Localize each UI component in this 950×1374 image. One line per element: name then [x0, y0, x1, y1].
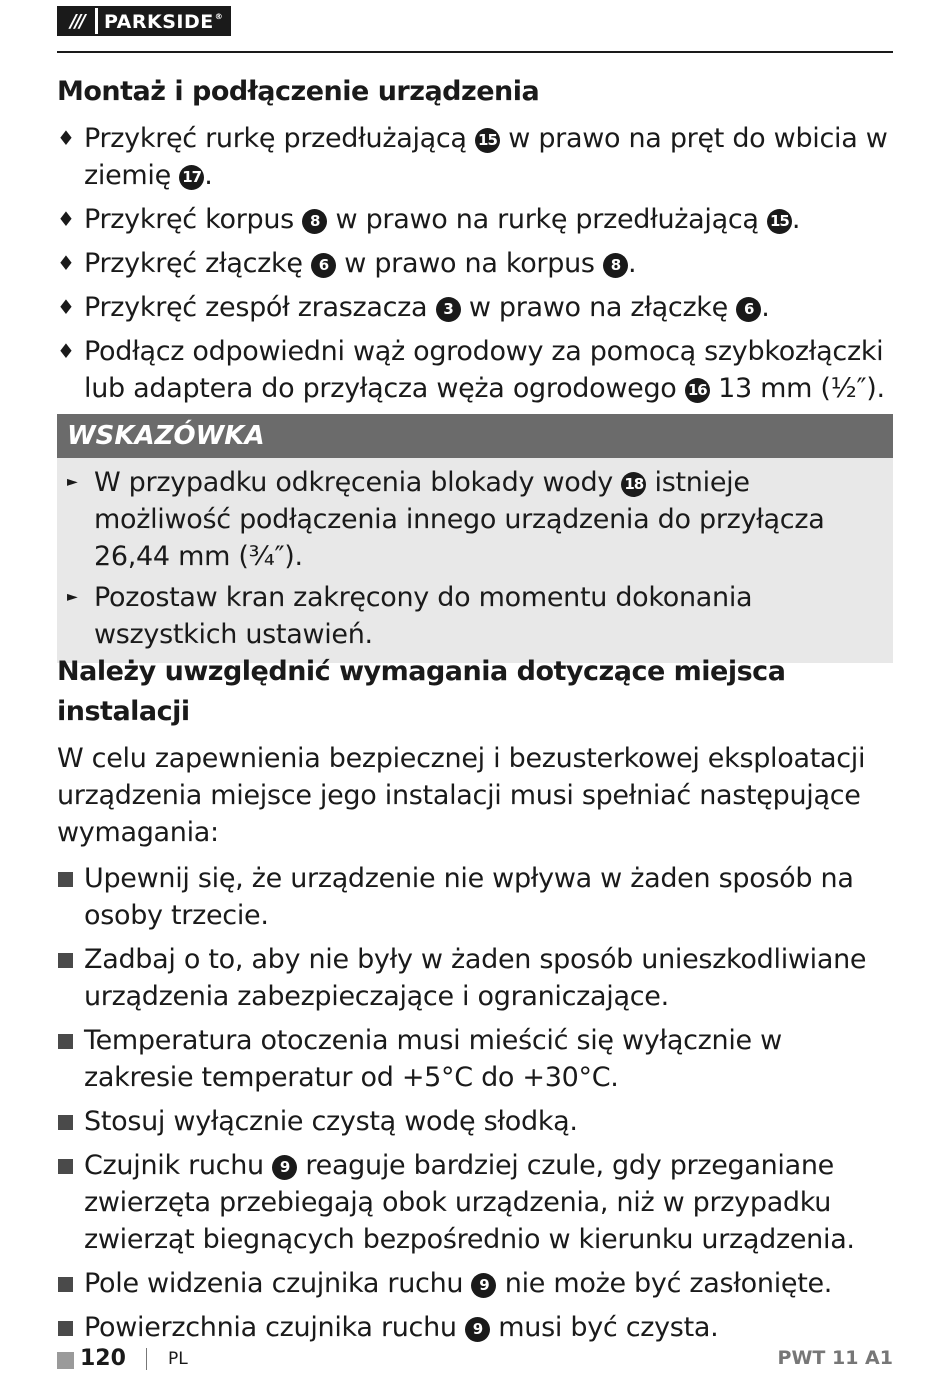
- page-square-icon: [57, 1352, 74, 1369]
- logo-stripes-icon: ///: [70, 10, 84, 32]
- list-item: [67, 464, 893, 575]
- list-item: [57, 201, 893, 238]
- part-number-badge: 9: [272, 1155, 297, 1180]
- arrow-bullet-icon: ►: [67, 474, 78, 490]
- square-bullet-icon: [58, 1277, 73, 1292]
- square-bullet-icon: [58, 953, 73, 968]
- requirements-list: [57, 860, 893, 1346]
- list-item: [57, 1147, 893, 1258]
- part-number-badge: 3: [436, 297, 461, 322]
- item-text: Stosuj wyłącznie czystą wodę słodką.: [84, 1106, 578, 1137]
- section-intro: W celu zapewnienia bezpiecznej i bezusterkowej eksploatacji urządzenia miejsce jego instalacji musi spełniać następujące wymagania:: [57, 743, 866, 848]
- list-item: [57, 1103, 893, 1140]
- item-text: w prawo na złączkę: [460, 292, 737, 323]
- list-item: [67, 579, 893, 653]
- section-heading: Montaż i podłączenie urządzenia: [57, 76, 540, 107]
- list-item: [57, 289, 893, 326]
- square-bullet-icon: [58, 1321, 73, 1336]
- item-text: .: [791, 204, 801, 235]
- part-number-badge: 9: [471, 1273, 496, 1298]
- item-text: .: [761, 292, 770, 323]
- item-text: .: [627, 248, 637, 279]
- item-text: Przykręć rurkę przedłużającą: [84, 123, 475, 154]
- diamond-bullet-icon: ♦: [57, 126, 75, 150]
- square-bullet-icon: [58, 1159, 73, 1174]
- header-rule: [57, 51, 893, 53]
- item-text: Przykręć zespół zraszacza: [84, 292, 436, 323]
- diamond-bullet-icon: ♦: [57, 251, 75, 275]
- model-number: PWT 11 A1: [777, 1347, 893, 1369]
- registered-mark: ®: [214, 12, 224, 21]
- item-text: Pole widzenia czujnika ruchu: [84, 1268, 472, 1299]
- part-number-badge: 8: [302, 209, 327, 234]
- parkside-logo: [57, 6, 231, 36]
- list-item: [57, 860, 893, 934]
- section-requirements: [57, 652, 893, 1353]
- item-text: 13 mm (½″).: [709, 373, 885, 404]
- part-number-badge: 8: [603, 253, 628, 278]
- diamond-bullet-icon: ♦: [57, 339, 75, 363]
- square-bullet-icon: [58, 1034, 73, 1049]
- logo-wordmark: [95, 8, 229, 34]
- arrow-bullet-icon: ►: [67, 589, 78, 605]
- item-text: musi być czysta.: [490, 1312, 719, 1343]
- note-title: WSKAZÓWKA: [57, 414, 893, 458]
- part-number-badge: 6: [736, 297, 761, 322]
- part-number-badge: 16: [685, 378, 710, 403]
- note-list: [57, 458, 893, 663]
- list-item: [57, 245, 893, 282]
- item-text: W przypadku odkręcenia blokady wody: [94, 467, 622, 498]
- assembly-steps-list: [57, 120, 893, 407]
- footer-divider: [146, 1348, 147, 1370]
- item-text: reaguje bardziej czule, gdy przeganiane zwierzęta przebiegają obok urządzenia, niż w przypadku zwierząt biegnących bezpośrednio w kierunku urządzenia.: [84, 1150, 855, 1255]
- item-text: Przykręć korpus: [84, 204, 303, 235]
- note-box: [57, 414, 893, 663]
- part-number-badge: 15: [767, 209, 792, 234]
- item-text: Przykręć złączkę: [84, 248, 311, 279]
- item-text: Upewnij się, że urządzenie nie wpływa w żaden sposób na osoby trzecie.: [84, 863, 854, 931]
- diamond-bullet-icon: ♦: [57, 207, 75, 231]
- item-text: w prawo na rurkę przedłużającą: [327, 204, 767, 235]
- item-text: w prawo na pręt do wbicia w ziemię: [84, 123, 888, 191]
- logo-text: PARKSIDE: [104, 11, 214, 33]
- part-number-badge: 18: [621, 472, 646, 497]
- list-item: [57, 1265, 893, 1302]
- part-number-badge: 6: [311, 253, 336, 278]
- part-number-badge: 17: [179, 165, 204, 190]
- part-number-badge: 15: [475, 128, 500, 153]
- item-text: istnieje możliwość podłączenia innego urządzenia do przyłącza 26,44 mm (¾″).: [94, 467, 825, 572]
- diamond-bullet-icon: ♦: [57, 295, 75, 319]
- section-heading: Należy uwzględnić wymagania dotyczące miejsca instalacji: [57, 656, 786, 727]
- item-text: Temperatura otoczenia musi mieścić się wyłącznie w zakresie temperatur od +5°C do +30°C.: [84, 1025, 782, 1093]
- item-text: nie może być zasłonięte.: [496, 1268, 833, 1299]
- item-text: Pozostaw kran zakręcony do momentu dokonania wszystkich ustawień.: [94, 582, 753, 650]
- section-assembly: [57, 72, 893, 663]
- square-bullet-icon: [58, 1115, 73, 1130]
- part-number-badge: 9: [465, 1317, 490, 1342]
- item-text: .: [204, 160, 213, 191]
- list-item: [57, 1022, 893, 1096]
- page-number: 120: [80, 1346, 126, 1371]
- item-text: Podłącz odpowiedni wąż ogrodowy za pomocą szybkozłączki lub adaptera do przyłącza węża ogrodowego: [84, 336, 884, 404]
- item-text: Powierzchnia czujnika ruchu: [84, 1312, 466, 1343]
- square-bullet-icon: [58, 872, 73, 887]
- list-item: [57, 120, 893, 194]
- language-code: PL: [168, 1349, 188, 1369]
- list-item: [57, 1309, 893, 1346]
- list-item: [57, 941, 893, 1015]
- page-footer: [57, 1346, 893, 1374]
- item-text: w prawo na korpus: [335, 248, 603, 279]
- item-text: Czujnik ruchu: [84, 1150, 273, 1181]
- item-text: Zadbaj o to, aby nie były w żaden sposób unieszkodliwiane urządzenia zabezpieczające i ograniczające.: [84, 944, 867, 1012]
- list-item: [57, 333, 893, 407]
